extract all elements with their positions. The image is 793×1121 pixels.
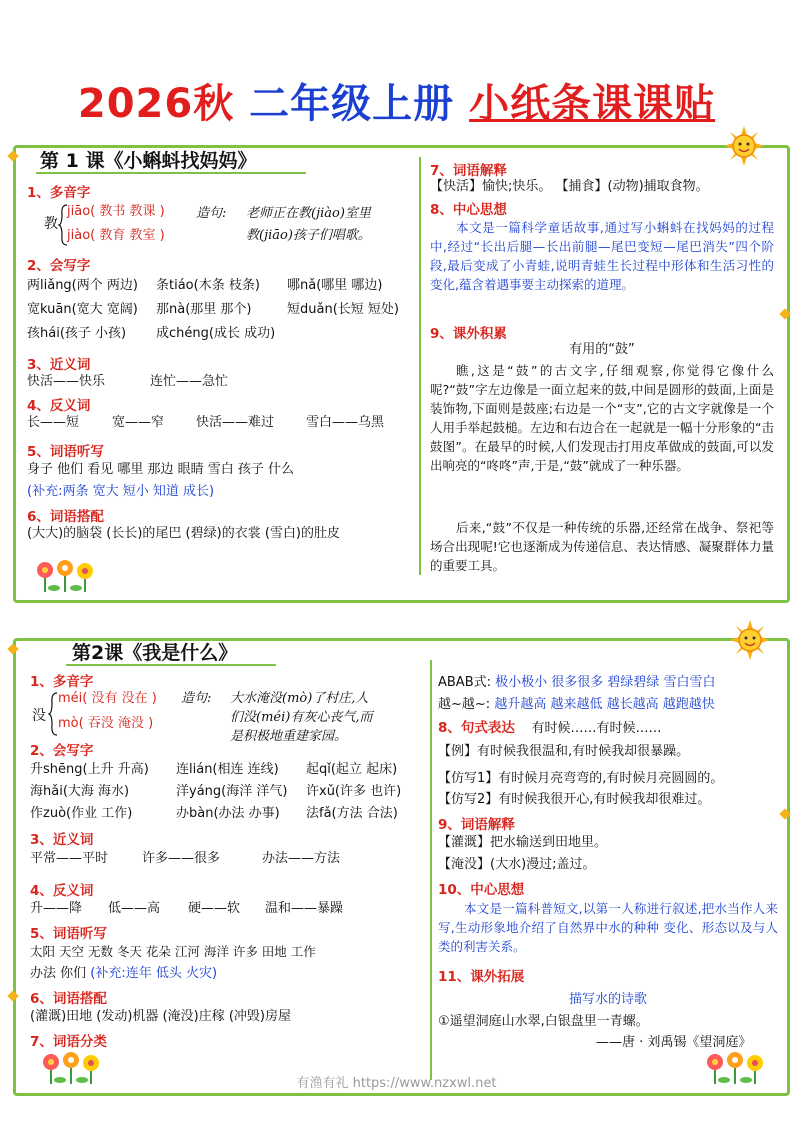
central-idea-text: 本文是一篇科学童话故事,通过写小蝌蚪在找妈妈的过程中,经过“长出后腿—长出前腿—尾巴变短—尾巴消失”四个阶段,最后变成了小青蛙,说明青蛙生长过程中形体和生活习性的变化,蕴含着遇事要主动探索的道理。	[430, 220, 774, 292]
antonym-pair: 升——降	[30, 901, 83, 916]
poly-char: 没	[32, 708, 46, 724]
poly-char: 教	[44, 216, 58, 232]
write-word: 起qǐ(起立 起床)	[306, 762, 398, 777]
dictation-supplement: (补充:两条 宽大 短小 知道 成长)	[27, 484, 215, 499]
extra-reading-title: 有用的“鼓”	[569, 342, 635, 357]
example-line: 【例】有时候我很温和,有时候我却很暴躁。	[438, 744, 690, 759]
pattern-row: 8、句式表达 有时候……有时候……	[438, 720, 662, 736]
poem-author: ——唐 · 刘禹锡《望洞庭》	[596, 1035, 752, 1050]
write-word: 那nà(那里 那个)	[156, 302, 252, 317]
write-word: 哪nǎ(哪里 哪边)	[287, 278, 383, 293]
write-word: 办bàn(办法 办事)	[176, 806, 280, 821]
write-word: 成chéng(成长 成功)	[156, 326, 276, 341]
write-word: 升shēng(上升 升高)	[30, 762, 149, 777]
sentence-line-1: 大水淹没(mò)了村庄,人	[230, 691, 369, 706]
heading-extension: 11、课外拓展	[438, 969, 525, 985]
write-word: 作zuò(作业 工作)	[30, 806, 133, 821]
dictation-words-2: 办法 你们 (补充:连年 低头 火灾)	[30, 966, 218, 981]
watermark: 有渔有礼 https://www.nzxwl.net	[296, 1076, 497, 1091]
lesson1-divider	[419, 157, 421, 575]
heading-dictation: 5、词语听写	[30, 926, 107, 942]
dictation-words: 身子 他们 看见 哪里 那边 眼睛 雪白 孩子 什么	[27, 462, 295, 477]
collocation-line: (灌溉)田地 (发动)机器 (淹没)庄稼 (冲毁)房屋	[30, 1009, 291, 1024]
poly-reading-1: méi( 没有 没在 )	[58, 691, 157, 706]
explanation-line: 【快活】愉快;快乐。 【捕食】(动物)捕取食物。	[430, 179, 709, 194]
write-word: 连lián(相连 连线)	[176, 762, 279, 777]
heading-synonym: 3、近义词	[30, 832, 94, 848]
sentence-line-2: 教(jiāo)孩子们唱歌。	[246, 228, 371, 243]
heading-explanation: 7、词语解释	[430, 163, 507, 179]
heading-polyphone: 1、多音字	[30, 674, 94, 690]
heading-central-idea: 8、中心思想	[430, 202, 507, 218]
yue-row: 越~越~: 越升越高 越来越低 越长越高 越跑越快	[438, 697, 715, 712]
heading-polyphone: 1、多音字	[27, 185, 91, 201]
heading-extra-reading: 9、课外积累	[430, 326, 507, 342]
synonym-pair: 快活——快乐	[27, 374, 106, 389]
synonym-pair: 平常——平时	[30, 851, 109, 866]
poly-reading-2: jiào( 教育 教室 )	[67, 228, 165, 243]
sentence-line-1: 老师正在教(jiào)室里	[246, 206, 371, 221]
lesson1-title: 第 1 课《小蝌蚪找妈妈》	[40, 150, 257, 172]
heading-collocation: 6、词语搭配	[30, 991, 107, 1007]
lesson2-title: 第2课《我是什么》	[72, 642, 238, 664]
write-word: 法fǎ(方法 合法)	[306, 806, 398, 821]
flowers-icon	[34, 558, 100, 594]
heading-explanation: 9、词语解释	[438, 817, 515, 833]
lesson2-divider	[430, 660, 432, 1080]
collocation-line: (大大)的脑袋 (长长)的尾巴 (碧绿)的衣裳 (雪白)的肚皮	[27, 526, 340, 541]
antonym-pair: 雪白——乌黑	[306, 415, 385, 430]
heading-synonym: 3、近义词	[27, 357, 91, 373]
extra-reading-paragraph-1: 瞧,这是“鼓”的古文字,仔细观察,你觉得它像什么呢?“鼓”字左边像是一面立起来的鼓,中间是圆形的鼓面,上面是装饰物,下面则是鼓座;右边是一个“支”,它的古文字就像是一个人用手举起鼓槌。左边和右边合在一起就是一幅十分形象的“击鼓图”。在最早的时候,人们发现击打用皮革做成的鼓面,可以发出响亮的“咚咚”声,于是,“鼓”就成了一种乐器。	[430, 363, 774, 473]
antonym-pair: 温和——暴躁	[265, 901, 344, 916]
lesson1-title-underline	[36, 172, 306, 174]
sun-icon	[724, 126, 764, 166]
antonym-pair: 硬——软	[188, 901, 241, 916]
heading-antonym: 4、反义词	[30, 883, 94, 899]
heading-dictation: 5、词语听写	[27, 444, 104, 460]
sentence-line-3: 是积极地重建家园。	[230, 729, 348, 744]
brace-icon	[48, 692, 58, 736]
synonym-pair: 办法——方法	[262, 851, 341, 866]
imitation-1: 【仿写1】有时候月亮弯弯的,有时候月亮圆圆的。	[438, 771, 724, 786]
explanation-1: 【灌溉】把水输送到田地里。	[438, 835, 608, 850]
central-idea-text: 本文是一篇科普短文,以第一人称进行叙述,把水当作人来写,生动形象地介绍了自然界中水的种种 变化、形态以及与人类的利害关系。	[438, 901, 778, 954]
write-word: 条tiáo(木条 枝条)	[156, 278, 260, 293]
write-word: 孩hái(孩子 小孩)	[27, 326, 127, 341]
poly-reading-2: mò( 吞没 淹没 )	[58, 716, 154, 731]
heading-classification: 7、词语分类	[30, 1034, 107, 1050]
antonym-pair: 快活——难过	[196, 415, 275, 430]
heading-collocation: 6、词语搭配	[27, 509, 104, 525]
synonym-pair: 连忙——急忙	[150, 374, 229, 389]
synonym-pair: 许多——很多	[142, 851, 221, 866]
write-word: 短duǎn(长短 短处)	[287, 302, 399, 317]
write-word: 两liǎng(两个 两边)	[27, 278, 138, 293]
heading-write: 2、会写字	[27, 258, 91, 274]
write-word: 宽kuān(宽大 宽阔)	[27, 302, 138, 317]
heading-central-idea: 10、中心思想	[438, 882, 525, 898]
sun-icon	[730, 620, 770, 660]
dictation-words: 太阳 天空 无数 冬天 花朵 江河 海洋 许多 田地 工作	[30, 944, 316, 959]
poly-reading-1: jiāo( 教书 教课 )	[67, 204, 165, 219]
sentence-line-2: 们没(méi)有灰心丧气,而	[230, 710, 373, 725]
antonym-pair: 宽——窄	[112, 415, 165, 430]
page-title: 2026秋 二年级上册 小纸条课课贴	[77, 81, 716, 127]
poem-title: 描写水的诗歌	[568, 992, 647, 1007]
sentence-label: 造句:	[181, 691, 212, 706]
write-word: 许xǔ(许多 也许)	[306, 784, 402, 799]
extra-reading-paragraph-2: 后来,“鼓”不仅是一种传统的乐器,还经常在战争、祭祀等场合出现呢!它也逐渐成为传递信息、表达情感、凝聚群体力量的重要工具。	[430, 520, 774, 573]
poem-line: ①遥望洞庭山水翠,白银盘里一青螺。	[438, 1014, 649, 1029]
heading-antonym: 4、反义词	[27, 398, 91, 414]
antonym-pair: 长——短	[27, 415, 80, 430]
antonym-pair: 低——高	[108, 901, 161, 916]
write-word: 洋yáng(海洋 洋气)	[176, 784, 288, 799]
explanation-2: 【淹没】(大水)漫过;盖过。	[438, 857, 596, 872]
heading-write: 2、会写字	[30, 743, 94, 759]
abab-row: ABAB式: 极小极小 很多很多 碧绿碧绿 雪白雪白	[438, 675, 716, 690]
imitation-2: 【仿写2】有时候我很开心,有时候我却很难过。	[438, 792, 711, 807]
write-word: 海hǎi(大海 海水)	[30, 784, 130, 799]
sentence-label: 造句:	[196, 206, 227, 221]
lesson2-title-underline	[66, 664, 276, 666]
